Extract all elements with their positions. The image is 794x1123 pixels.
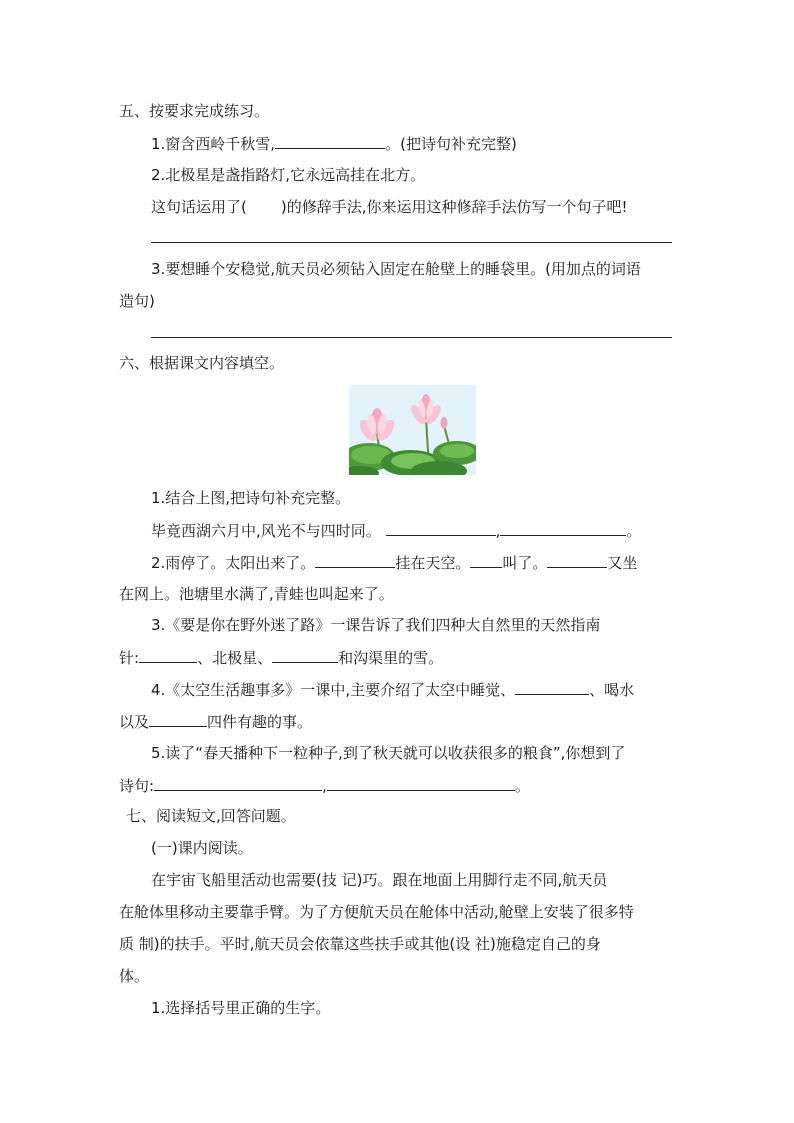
s6-q5-text-2: , bbox=[322, 777, 327, 795]
s6-q4-text-1: 4.《太空生活趣事多》一课中,主要介绍了太空中睡觉、 bbox=[151, 681, 516, 699]
s6-q2-blank-2[interactable] bbox=[470, 552, 502, 568]
s5-q1-text-a: 1.窗含西岭千秋雪, bbox=[151, 135, 276, 153]
s5-q1-text-b: 。(把诗句补充完整) bbox=[385, 135, 517, 153]
s5-q3-answer-line[interactable] bbox=[151, 337, 672, 338]
s6-q2-text-1: 2.雨停了。太阳出来了。 bbox=[151, 554, 316, 572]
section-7-heading: 七、阅读短文,回答问题。 bbox=[126, 807, 296, 825]
s6-question-5: 5.读了“春天播种下一粒种子,到了秋天就可以收获很多的粮食”,你想到了 bbox=[151, 744, 626, 762]
s6-question-3-cont bbox=[119, 647, 443, 668]
s5-q2-text-b1: 这句话运用了( bbox=[151, 198, 247, 216]
s6-q5-blank-1[interactable] bbox=[154, 775, 322, 791]
s5-q1-blank[interactable] bbox=[275, 133, 385, 149]
s6-q2-text-3: 叫了。 bbox=[502, 554, 548, 572]
s6-q5-blank-2[interactable] bbox=[327, 775, 515, 791]
s7-passage-line-1: 在宇宙飞船里活动也需要(技 记)巧。跟在地面上用脚行走不同,航天员 bbox=[151, 871, 608, 889]
s6-q4-text-3: 以及 bbox=[119, 713, 150, 731]
s6-q1-blank-1[interactable] bbox=[386, 520, 496, 536]
s6-q2-text-4: 又坐 bbox=[607, 554, 638, 572]
s6-q1-end: 。 bbox=[626, 522, 642, 540]
section-5-heading: 五、按要求完成练习。 bbox=[119, 102, 270, 120]
section-6-heading: 六、根据课文内容填空。 bbox=[119, 354, 285, 372]
s5-question-3: 3.要想睡个安稳觉,航天员必须钻入固定在舱壁上的睡袋里。(用加点的词语 bbox=[151, 260, 641, 278]
s6-question-2 bbox=[151, 552, 637, 573]
s5-q2-answer-line[interactable] bbox=[151, 242, 672, 243]
s7-passage-line-3: 质 制)的扶手。平时,航天员会依靠这些扶手或其他(设 社)施稳定自己的身 bbox=[119, 935, 601, 953]
s6-q4-text-2: 、喝水 bbox=[589, 681, 635, 699]
s6-question-3: 3.《要是你在野外迷了路》一课告诉了我们四种大自然里的天然指南 bbox=[151, 616, 601, 634]
s7-passage-line-4: 体。 bbox=[119, 967, 150, 985]
s6-question-4-cont bbox=[119, 711, 312, 732]
s6-q1-poem-text: 毕竟西湖六月中,风光不与四时同。 bbox=[151, 522, 381, 540]
s5-question-3-cont: 造句) bbox=[119, 292, 155, 310]
s5-question-2-task bbox=[151, 197, 628, 217]
s6-q3-text-2: 、北极星、 bbox=[197, 649, 273, 667]
s6-question-1: 1.结合上图,把诗句补充完整。 bbox=[151, 489, 351, 507]
s6-q4-blank-1[interactable] bbox=[515, 679, 589, 695]
s5-q2-text-b2: )的修辞手法,你来运用这种修辞手法仿写一个句子吧! bbox=[280, 198, 628, 216]
s6-q3-text-1: 针: bbox=[119, 649, 140, 667]
s6-q1-blank-2[interactable] bbox=[500, 520, 626, 536]
s7-subheading: (一)课内阅读。 bbox=[151, 839, 253, 857]
s6-q2-text-2: 挂在天空。 bbox=[395, 554, 471, 572]
s6-q4-blank-2[interactable] bbox=[149, 711, 207, 727]
s5-question-2: 2.北极星是盏指路灯,它永远高挂在北方。 bbox=[151, 166, 426, 184]
s6-q4-text-4: 四件有趣的事。 bbox=[207, 713, 313, 731]
s6-question-1-poem bbox=[151, 520, 641, 541]
lotus-image bbox=[349, 385, 476, 475]
s6-q3-text-3: 和沟渠里的雪。 bbox=[338, 649, 444, 667]
s6-q1-comma: , bbox=[495, 522, 501, 540]
s6-q2-blank-1[interactable] bbox=[315, 552, 395, 568]
s6-q3-blank-2[interactable] bbox=[272, 647, 338, 663]
lotus-illustration bbox=[349, 385, 476, 475]
s6-question-5-cont bbox=[119, 775, 530, 796]
s6-question-2-cont: 在网上。池塘里水满了,青蛙也叫起来了。 bbox=[119, 585, 394, 603]
s5-question-1 bbox=[151, 133, 517, 154]
s7-question-1: 1.选择括号里正确的生字。 bbox=[151, 999, 331, 1017]
s7-passage-line-2: 在舱体里移动主要靠手臂。为了方便航天员在舱体中活动,舱壁上安装了很多特 bbox=[119, 903, 634, 921]
s6-q5-text-1: 诗句: bbox=[119, 777, 155, 795]
s6-q2-blank-3[interactable] bbox=[547, 552, 607, 568]
s6-q3-blank-1[interactable] bbox=[139, 647, 197, 663]
s6-question-4 bbox=[151, 679, 634, 700]
s6-q5-text-3: 。 bbox=[514, 777, 530, 795]
